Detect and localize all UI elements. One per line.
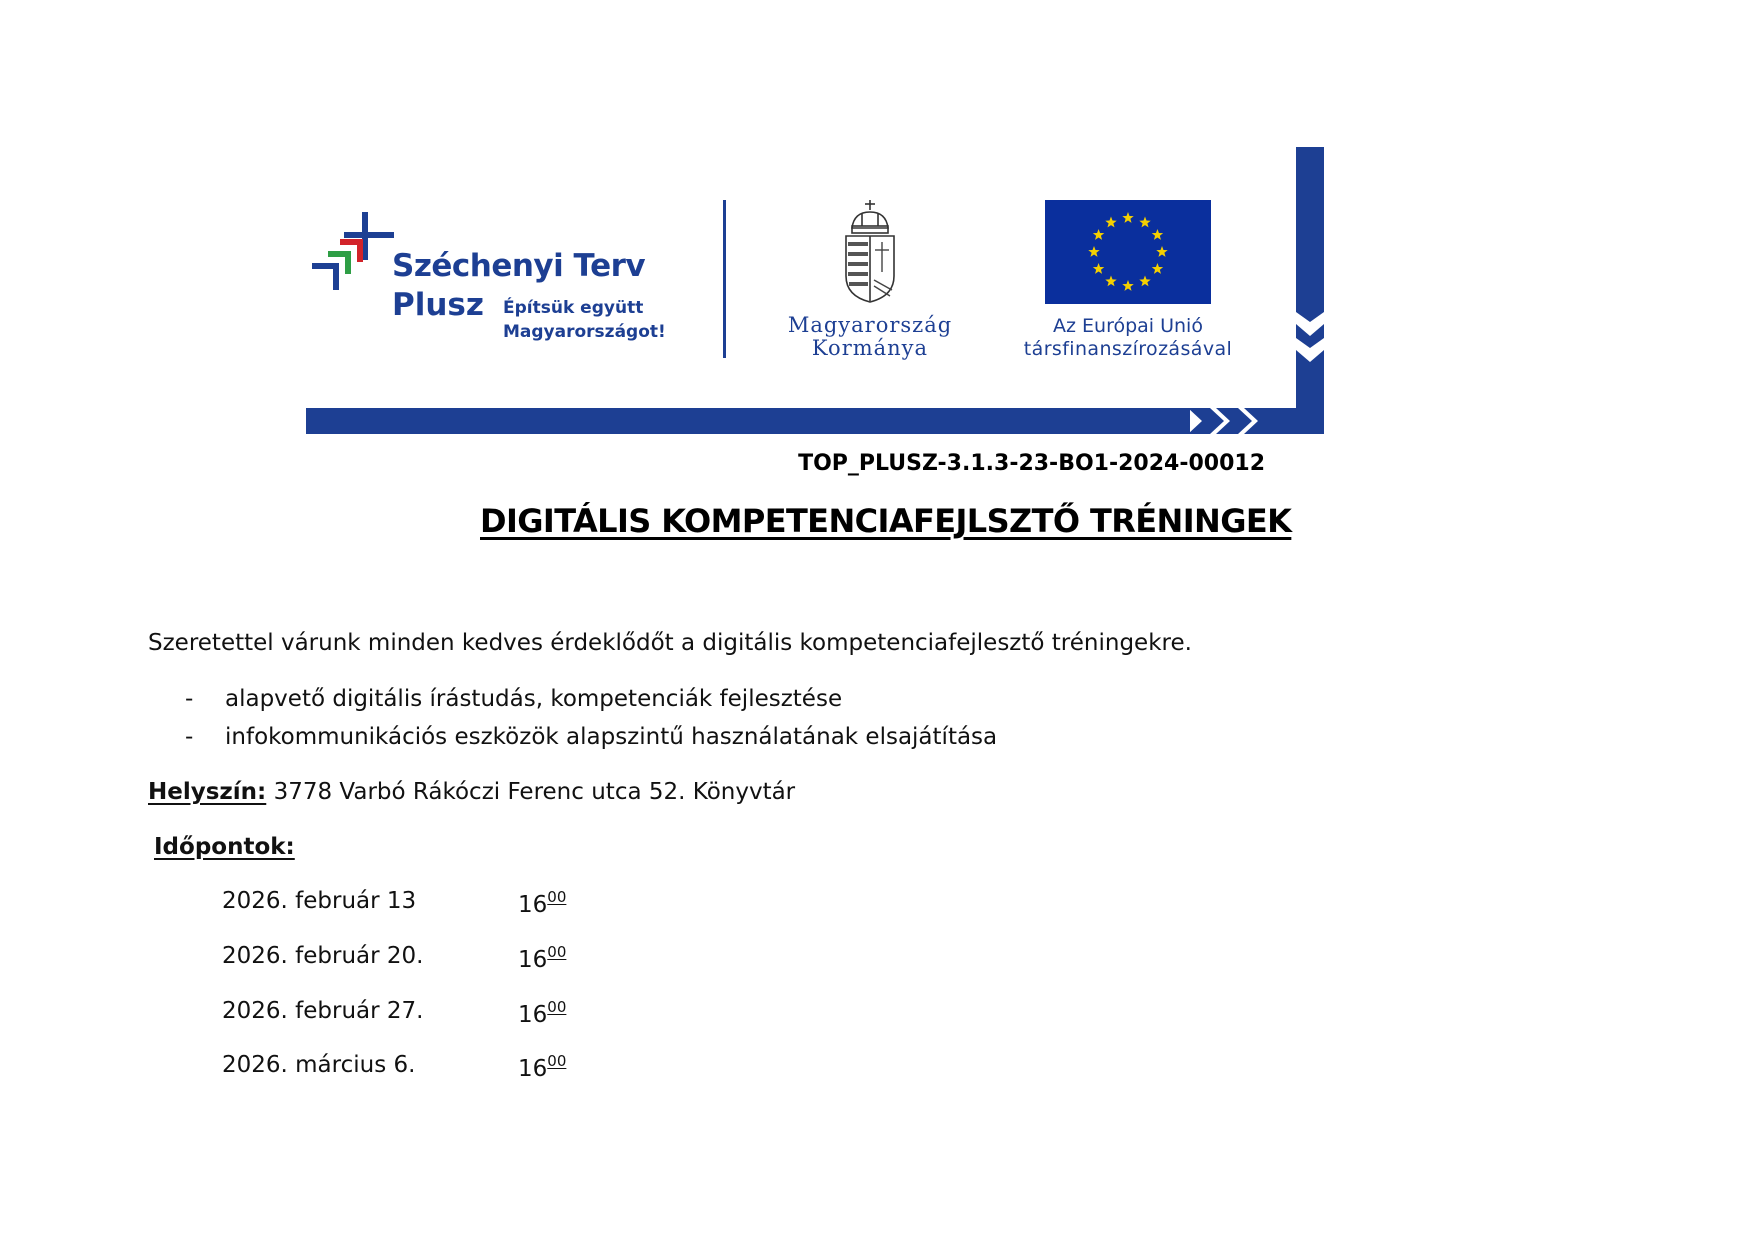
eu-cofinancing-line1: Az Európai Unió bbox=[1053, 315, 1203, 337]
schedule-date: 2026. február 27. bbox=[222, 998, 424, 1024]
list-item-dash: - bbox=[185, 686, 194, 712]
szechenyi-title-line1: Széchenyi Terv bbox=[392, 248, 646, 284]
location-value: 3778 Varbó Rákóczi Ferenc utca 52. Könyvtár bbox=[273, 779, 796, 805]
page-title bbox=[480, 502, 1292, 540]
schedule-minute: 00 bbox=[547, 998, 567, 1016]
eu-cofinancing-line2: társfinanszírozásával bbox=[1023, 338, 1233, 360]
schedule-label: Időpontok: bbox=[154, 834, 295, 860]
schedule-hour: 16 bbox=[518, 947, 548, 973]
schedule-minute: 00 bbox=[547, 1052, 567, 1070]
page-title-text: DIGITÁLIS KOMPETENCIAFEJLSZTŐ TRÉNINGEK bbox=[480, 502, 1292, 540]
schedule-hour: 16 bbox=[518, 1002, 548, 1028]
schedule-time bbox=[518, 943, 566, 973]
schedule-date: 2026. február 13 bbox=[222, 888, 417, 914]
szechenyi-logo-icon bbox=[310, 210, 400, 295]
list-item-text: infokommunikációs eszközök alapszintű használatának elsajátítása bbox=[225, 724, 998, 750]
location-line bbox=[148, 779, 795, 805]
schedule-minute: 00 bbox=[547, 943, 567, 961]
schedule-minute: 00 bbox=[547, 888, 567, 906]
schedule-date: 2026. március 6. bbox=[222, 1052, 416, 1078]
szechenyi-slogan-line2: Magyarországot! bbox=[503, 322, 666, 342]
szechenyi-title-line2: Plusz bbox=[392, 287, 484, 323]
list-item-text: alapvető digitális írástudás, kompetenciák fejlesztése bbox=[225, 686, 843, 712]
government-name-line2: Kormánya bbox=[811, 336, 929, 360]
list-item-dash: - bbox=[185, 724, 194, 750]
schedule-hour: 16 bbox=[518, 1056, 548, 1082]
coat-of-arms-icon bbox=[840, 198, 900, 304]
szechenyi-slogan-line1: Építsük együtt bbox=[503, 298, 644, 318]
schedule-time bbox=[518, 998, 566, 1028]
government-name-line1: Magyarország bbox=[787, 313, 953, 337]
schedule-hour: 16 bbox=[518, 892, 548, 918]
schedule-time bbox=[518, 888, 566, 918]
intro-paragraph: Szeretettel várunk minden kedves érdeklődőt a digitális kompetenciafejlesztő tréningekre. bbox=[148, 630, 1192, 656]
list-item bbox=[185, 724, 997, 750]
eu-flag-icon bbox=[1045, 200, 1211, 304]
project-code: TOP_PLUSZ-3.1.3-23-BO1-2024-00012 bbox=[798, 451, 1265, 476]
schedule-date: 2026. február 20. bbox=[222, 943, 424, 969]
logo-separator bbox=[723, 200, 726, 358]
schedule-heading bbox=[154, 834, 295, 860]
schedule-time bbox=[518, 1052, 566, 1082]
list-item bbox=[185, 686, 842, 712]
location-label: Helyszín: bbox=[148, 779, 267, 805]
